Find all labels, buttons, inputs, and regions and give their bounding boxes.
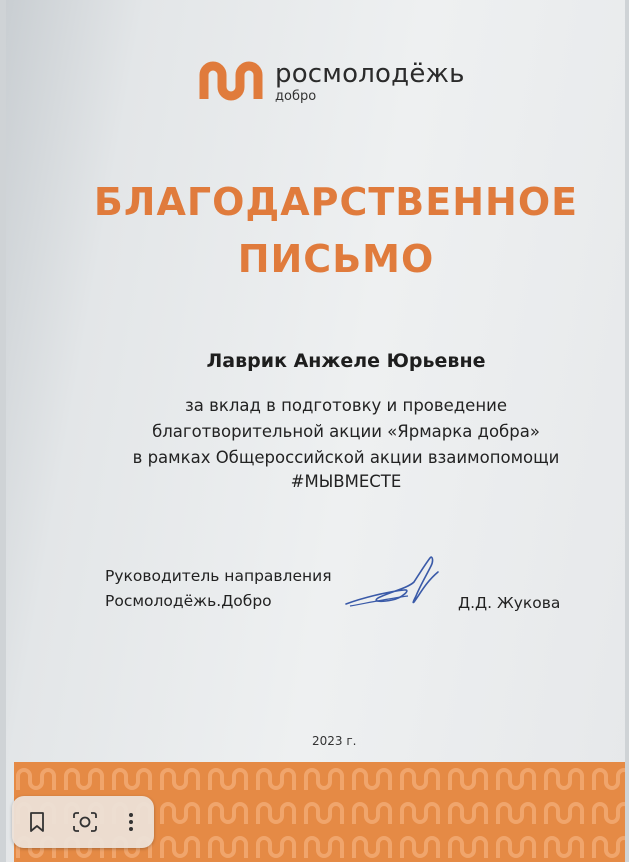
hashtag-line: #МЫВМЕСТЕ [290,472,402,491]
camera-icon [72,811,98,833]
bookmark-button[interactable] [14,796,60,848]
title-line-2: ПИСЬМО [237,237,435,281]
title-line-1: БЛАГОДАРСТВЕННОЕ [93,180,579,224]
logo-mark-icon [199,61,265,101]
body-line: в рамках Общероссийской акции взаимопомощи [132,448,560,467]
body-line: за вклад в подготовку и проведение [185,396,507,415]
more-options-button[interactable] [108,796,154,848]
signer-role-line-1: Руководитель направления [105,567,332,585]
image-viewer-toolbar [12,796,154,848]
signer-role-line-2: Росмолодёжь.Добро [105,592,272,610]
bookmark-icon [27,811,47,833]
handwritten-signature [342,552,452,622]
rosmolodezh-logo [199,57,479,105]
body-line: благотворительной акции «Ярмарка добра» [152,422,540,441]
lens-button[interactable] [62,796,108,848]
recipient-name: Лаврик Анжеле Юрьевне [206,350,486,372]
signer-name: Д.Д. Жукова [458,594,561,612]
more-vertical-icon [128,811,134,833]
logo-name: росмолодёжь [275,59,465,89]
logo-sub: добро [275,89,317,104]
certificate-paper [6,0,625,862]
year: 2023 г. [312,734,357,748]
